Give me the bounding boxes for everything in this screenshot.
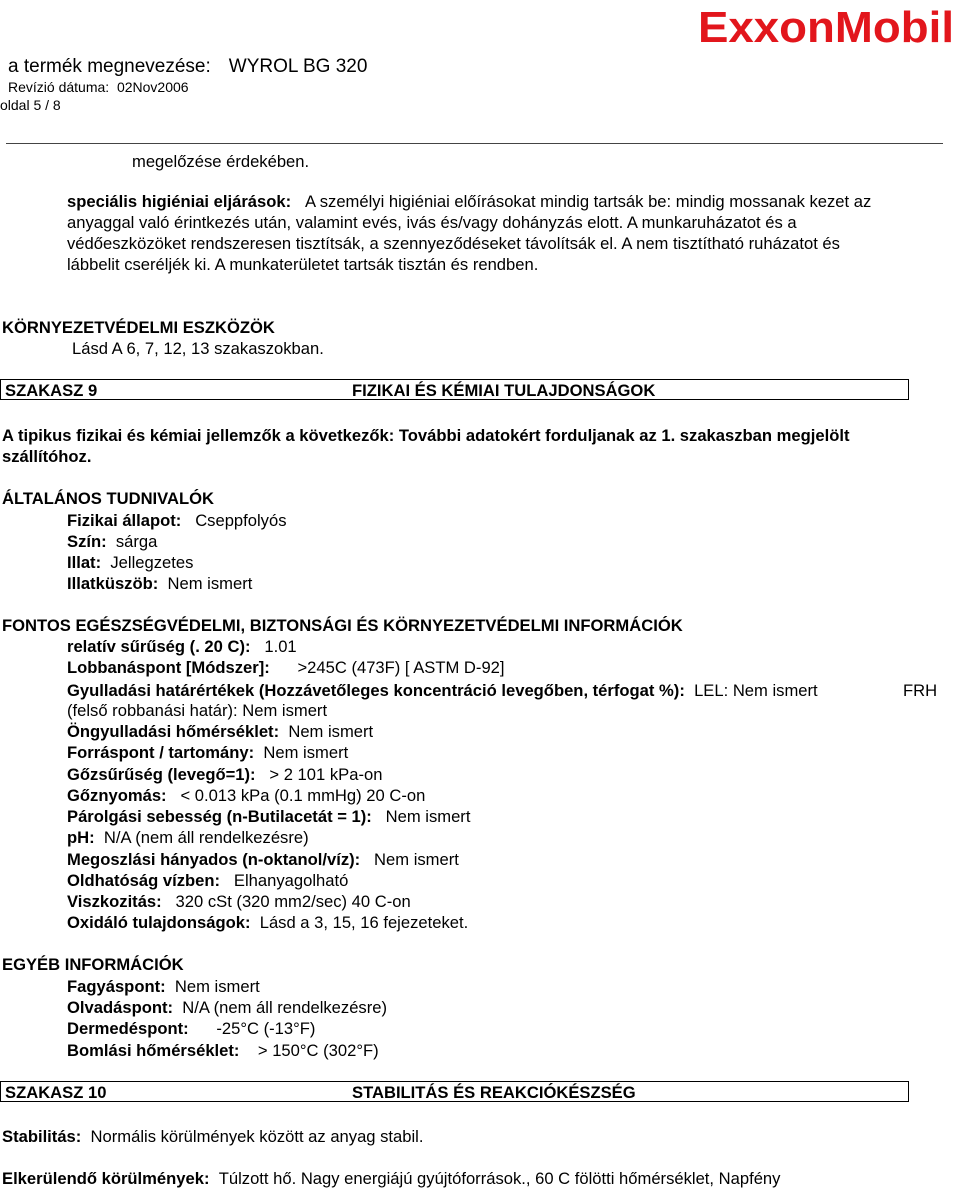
section-9-header bbox=[0, 379, 909, 400]
prop-label: Bomlási hőmérséklet: bbox=[67, 1041, 240, 1060]
prop-flammability bbox=[67, 680, 818, 701]
section-10-header bbox=[0, 1081, 909, 1102]
prop-value: Nem ismert bbox=[374, 850, 459, 869]
prop-value: Jellegzetes bbox=[110, 553, 194, 572]
prop-label: Fagyáspont: bbox=[67, 977, 166, 996]
prop-value: 320 cSt (320 mm2/sec) 40 C-on bbox=[175, 892, 411, 911]
prop-value: Nem ismert bbox=[288, 722, 374, 741]
section-9-number: SZAKASZ 9 bbox=[5, 381, 98, 400]
prop-ph bbox=[67, 827, 309, 848]
prop-density bbox=[67, 636, 297, 657]
prop-value: Nem ismert bbox=[167, 574, 253, 593]
prop-value: >245C (473F) [ ASTM D-92] bbox=[297, 658, 505, 677]
stability-line bbox=[2, 1126, 423, 1147]
prop-label: Gyulladási határértékek (Hozzávetőleges koncentráció levegőben, térfogat %): bbox=[67, 681, 685, 700]
prop-label: Oldhatóság vízben: bbox=[67, 871, 221, 890]
prop-oxidizing bbox=[67, 912, 468, 933]
prop-label: Fizikai állapot: bbox=[67, 511, 182, 530]
revision-date: 02Nov2006 bbox=[116, 79, 189, 95]
prop-physical-state bbox=[67, 510, 287, 531]
prop-boiling bbox=[67, 742, 348, 763]
prop-odor-threshold bbox=[67, 573, 252, 594]
prop-label: Megoszlási hányados (n-oktanol/víz): bbox=[67, 850, 361, 869]
prop-label: Párolgási sebesség (n-Butilacetát = 1): bbox=[67, 807, 372, 826]
prop-value: Nem ismert bbox=[263, 743, 349, 762]
avoid-line bbox=[2, 1168, 780, 1189]
prop-label: Illatküszöb: bbox=[67, 574, 159, 593]
prop-evaporation bbox=[67, 806, 470, 827]
hygiene-line-2: anyaggal való érintkezés után, valamint evés, ivás és/vagy dohányzás elott. A munkaruházatot és a bbox=[67, 213, 797, 232]
prop-label: Oxidáló tulajdonságok: bbox=[67, 913, 251, 932]
important-heading: FONTOS EGÉSZSÉGVÉDELMI, BIZTONSÁGI ÉS KÖRNYEZETVÉDELMI INFORMÁCIÓK bbox=[2, 616, 683, 635]
product-name-line bbox=[8, 56, 367, 78]
prop-partition bbox=[67, 849, 459, 870]
section-10-title: STABILITÁS ÉS REAKCIÓKÉSZSÉG bbox=[352, 1083, 636, 1102]
prop-flammability-upper: (felső robbanási határ): Nem ismert bbox=[67, 701, 328, 720]
prop-value: > 2 101 kPa-on bbox=[269, 765, 383, 784]
prop-label: Gőzsűrűség (levegő=1): bbox=[67, 765, 256, 784]
hygiene-label: speciális higiéniai eljárások: bbox=[67, 192, 292, 211]
prop-flash-point bbox=[67, 657, 505, 678]
env-heading: KÖRNYEZETVÉDELMI ESZKÖZÖK bbox=[2, 318, 275, 337]
env-text: Lásd A 6, 7, 12, 13 szakaszokban. bbox=[72, 339, 324, 358]
prop-decomposition bbox=[67, 1040, 379, 1061]
other-heading: EGYÉB INFORMÁCIÓK bbox=[2, 955, 184, 974]
prop-value: sárga bbox=[115, 532, 158, 551]
intro-line: megelőzése érdekében. bbox=[132, 152, 310, 171]
typical-line-1: A tipikus fizikai és kémiai jellemzők a következők: További adatokért forduljanak az 1. szakaszban megjelölt bbox=[2, 426, 850, 445]
prop-label: Öngyulladási hőmérséklet: bbox=[67, 722, 280, 741]
prop-value: Lásd a 3, 15, 16 fejezeteket. bbox=[259, 913, 469, 932]
hygiene-paragraph bbox=[67, 191, 937, 275]
hygiene-line-4: lábbelit cseréljék ki. A munkaterületet tartsák tisztán és rendben. bbox=[67, 255, 539, 274]
section-10-number: SZAKASZ 10 bbox=[5, 1083, 107, 1102]
prop-freezing bbox=[67, 976, 260, 997]
prop-value: < 0.013 kPa (0.1 mmHg) 20 C-on bbox=[180, 786, 426, 805]
logo-text: ExxonMobil bbox=[698, 3, 954, 52]
prop-label: Forráspont / tartomány: bbox=[67, 743, 255, 762]
prop-label: relatív sűrűség (. 20 C): bbox=[67, 637, 251, 656]
prop-label: Viszkozitás: bbox=[67, 892, 162, 911]
prop-value: > 150°C (302°F) bbox=[257, 1041, 379, 1060]
stability-value: Normális körülmények között az anyag stabil. bbox=[90, 1127, 424, 1146]
prop-value: N/A (nem áll rendelkezésre) bbox=[182, 998, 388, 1017]
prop-label: Dermedéspont: bbox=[67, 1019, 189, 1038]
prop-pour-point bbox=[67, 1018, 315, 1039]
exxonmobil-logo bbox=[698, 0, 956, 60]
prop-color bbox=[67, 531, 157, 552]
typical-line-2: szállítóhoz. bbox=[2, 447, 92, 466]
prop-value: Nem ismert bbox=[174, 977, 260, 996]
product-label: a termék megnevezése: bbox=[8, 56, 211, 77]
prop-odor bbox=[67, 552, 193, 573]
stability-label: Stabilitás: bbox=[2, 1127, 82, 1146]
hygiene-line-3: védőeszközöket rendszeresen tisztítsák, a szennyeződéseket távolítsák el. A nem tisztítható ruházatot és bbox=[67, 234, 840, 253]
prop-value: 1.01 bbox=[264, 637, 297, 656]
prop-label: Olvadáspont: bbox=[67, 998, 174, 1017]
avoid-value: Túlzott hő. Nagy energiájú gyújtóforrások., 60 C fölötti hőmérséklet, Napfény bbox=[218, 1169, 781, 1188]
prop-label: Szín: bbox=[67, 532, 107, 551]
revision-label: Revízió dátuma: bbox=[8, 79, 110, 95]
prop-label: pH: bbox=[67, 828, 95, 847]
prop-viscosity bbox=[67, 891, 411, 912]
prop-value: Nem ismert bbox=[385, 807, 471, 826]
prop-value: Cseppfolyós bbox=[195, 511, 287, 530]
prop-flammability-right: FRH bbox=[903, 681, 938, 700]
prop-value: N/A (nem áll rendelkezésre) bbox=[103, 828, 309, 847]
prop-vapor-pressure bbox=[67, 785, 425, 806]
prop-value: -25°C (-13°F) bbox=[216, 1019, 316, 1038]
product-name: WYROL BG 320 bbox=[228, 56, 368, 77]
prop-value: LEL: Nem ismert bbox=[694, 681, 818, 700]
header-divider bbox=[6, 143, 943, 144]
revision-line bbox=[8, 79, 189, 95]
prop-value: Elhanyagolható bbox=[233, 871, 349, 890]
page-number: oldal 5 / 8 bbox=[0, 97, 61, 113]
prop-vapor-density bbox=[67, 764, 382, 785]
prop-label: Illat: bbox=[67, 553, 102, 572]
general-heading: ÁLTALÁNOS TUDNIVALÓK bbox=[2, 489, 215, 508]
hygiene-line-1: A személyi higiéniai előírásokat mindig tartsák be: mindig mossanak kezet az bbox=[304, 192, 872, 211]
avoid-label: Elkerülendő körülmények: bbox=[2, 1169, 210, 1188]
section-9-title: FIZIKAI ÉS KÉMIAI TULAJDONSÁGOK bbox=[352, 381, 656, 400]
prop-melting bbox=[67, 997, 387, 1018]
prop-autoignition bbox=[67, 721, 373, 742]
prop-label: Gőznyomás: bbox=[67, 786, 167, 805]
prop-solubility bbox=[67, 870, 348, 891]
prop-label: Lobbanáspont [Módszer]: bbox=[67, 658, 270, 677]
